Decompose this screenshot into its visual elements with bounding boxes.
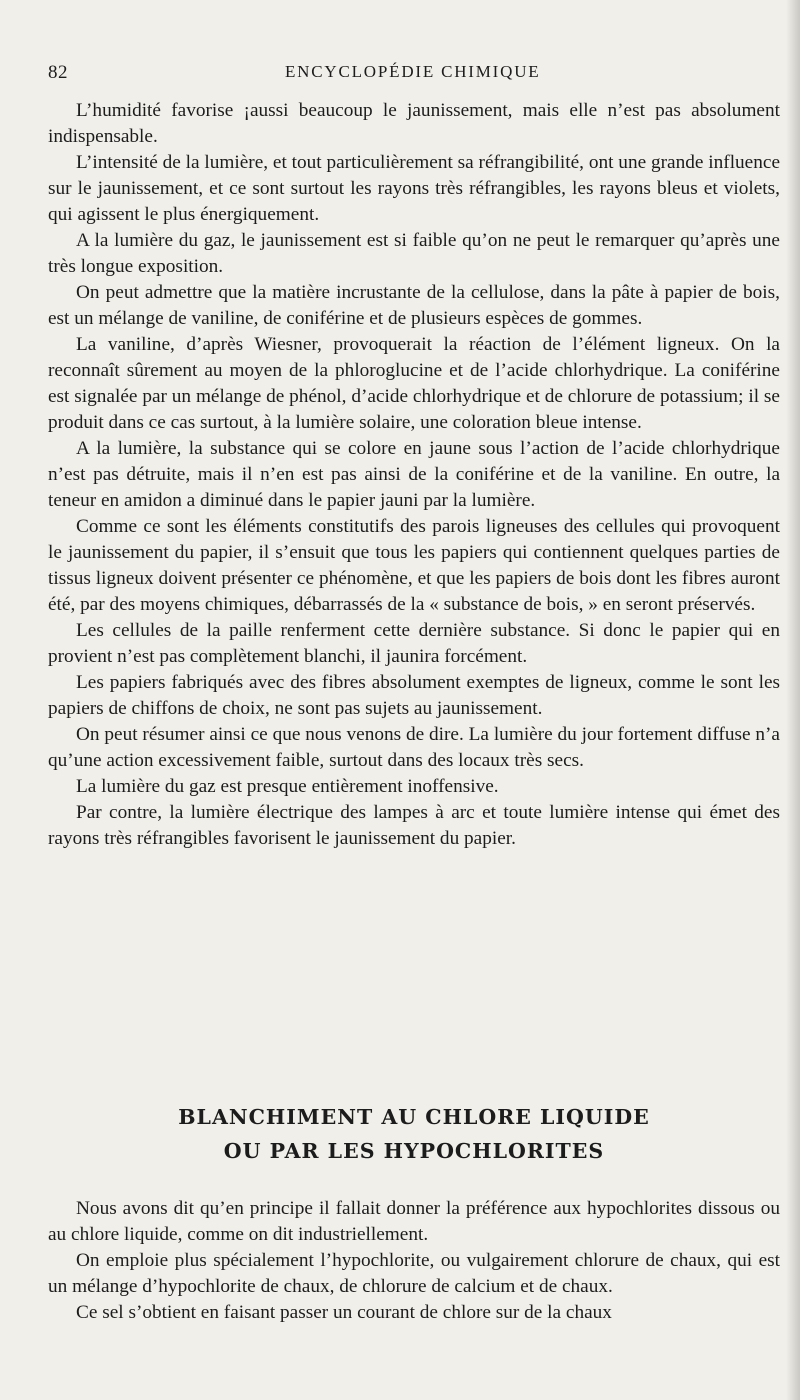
body-text xyxy=(48,98,780,852)
page-edge-shadow xyxy=(786,0,800,1400)
paragraph: L’humidité favorise ¡aussi beaucoup le jaunissement, mais elle n’est pas absolument indispensable. xyxy=(48,100,780,147)
paragraph: A la lumière, la substance qui se colore en jaune sous l’action de l’acide chlorhydrique n’est pas détruite, mais il n’en est pas ainsi de la coniférine et de la vaniline. En outre, la teneur en amidon a diminué dans le papier jauni par la lumière. xyxy=(48,438,780,511)
page-number: 82 xyxy=(48,62,68,83)
paragraph: Les papiers fabriqués avec des fibres absolument exemptes de ligneux, comme le sont les papiers de chiffons de choix, ne sont pas sujets au jaunissement. xyxy=(48,672,780,719)
section-body-text xyxy=(48,1196,780,1326)
paragraph: A la lumière du gaz, le jaunissement est si faible qu’on ne peut le remarquer qu’après une très longue exposition. xyxy=(48,230,780,277)
section-heading-line-1: BLANCHIMENT AU CHLORE LIQUIDE xyxy=(178,1105,650,1129)
running-head xyxy=(48,58,778,88)
paragraph: On peut admettre que la matière incrustante de la cellulose, dans la pâte à papier de bois, est un mélange de vaniline, de coniférine et de plusieurs espèces de gommes. xyxy=(48,282,780,329)
paragraph: On peut résumer ainsi ce que nous venons de dire. La lumière du jour fortement diffuse n’a qu’une action excessivement faible, surtout dans des locaux très secs. xyxy=(48,724,780,771)
paragraph: Nous avons dit qu’en principe il fallait donner la préférence aux hypochlorites dissous ou au chlore liquide, comme on dit industriellement. xyxy=(48,1198,780,1245)
paragraph: On emploie plus spécialement l’hypochlorite, ou vulgairement chlorure de chaux, qui est un mélange d’hypochlorite de chaux, de chlorure de calcium et de chaux. xyxy=(48,1250,780,1297)
paragraph: Par contre, la lumière électrique des lampes à arc et toute lumière intense qui émet des rayons très réfrangibles favorisent le jaunissement du papier. xyxy=(48,802,780,849)
paragraph: La lumière du gaz est presque entièrement inoffensive. xyxy=(76,776,499,797)
section-heading-line-2: OU PAR LES HYPOCHLORITES xyxy=(223,1139,605,1163)
paragraph: Les cellules de la paille renferment cette dernière substance. Si donc le papier qui en provient n’est pas complètement blanchi, il jaunira forcément. xyxy=(48,620,780,667)
running-head-title: ENCYCLOPÉDIE CHIMIQUE xyxy=(285,62,541,81)
paragraph: L’intensité de la lumière, et tout particulièrement sa réfrangibilité, ont une grande influence sur le jaunissement, et ce sont surtout les rayons très réfrangibles, les rayons bleus et violets, qui agissent le plus énergiquement. xyxy=(48,152,780,225)
section-heading xyxy=(48,1100,780,1168)
paragraph: La vaniline, d’après Wiesner, provoquerait la réaction de l’élément ligneux. On la reconnaît sûrement au moyen de la phloroglucine et de l’acide chlorhydrique. La coniférine est signalée par un mélange de phénol, d’acide chlorhydrique et de chlorure de potassium; il se produit dans ce cas surtout, à la lumière solaire, une coloration bleue intense. xyxy=(48,334,780,433)
paragraph: Ce sel s’obtient en faisant passer un courant de chlore sur de la chaux xyxy=(76,1302,612,1323)
paragraph: Comme ce sont les éléments constitutifs des parois ligneuses des cellules qui provoquent le jaunissement du papier, il s’ensuit que tous les papiers qui contiennent quelques parties de tissus ligneux doivent présenter ce phénomène, et que les papiers de bois dont les fibres auront été, par des moyens chimiques, débarrassés de la « substance de bois, » en seront préservés. xyxy=(48,516,780,615)
